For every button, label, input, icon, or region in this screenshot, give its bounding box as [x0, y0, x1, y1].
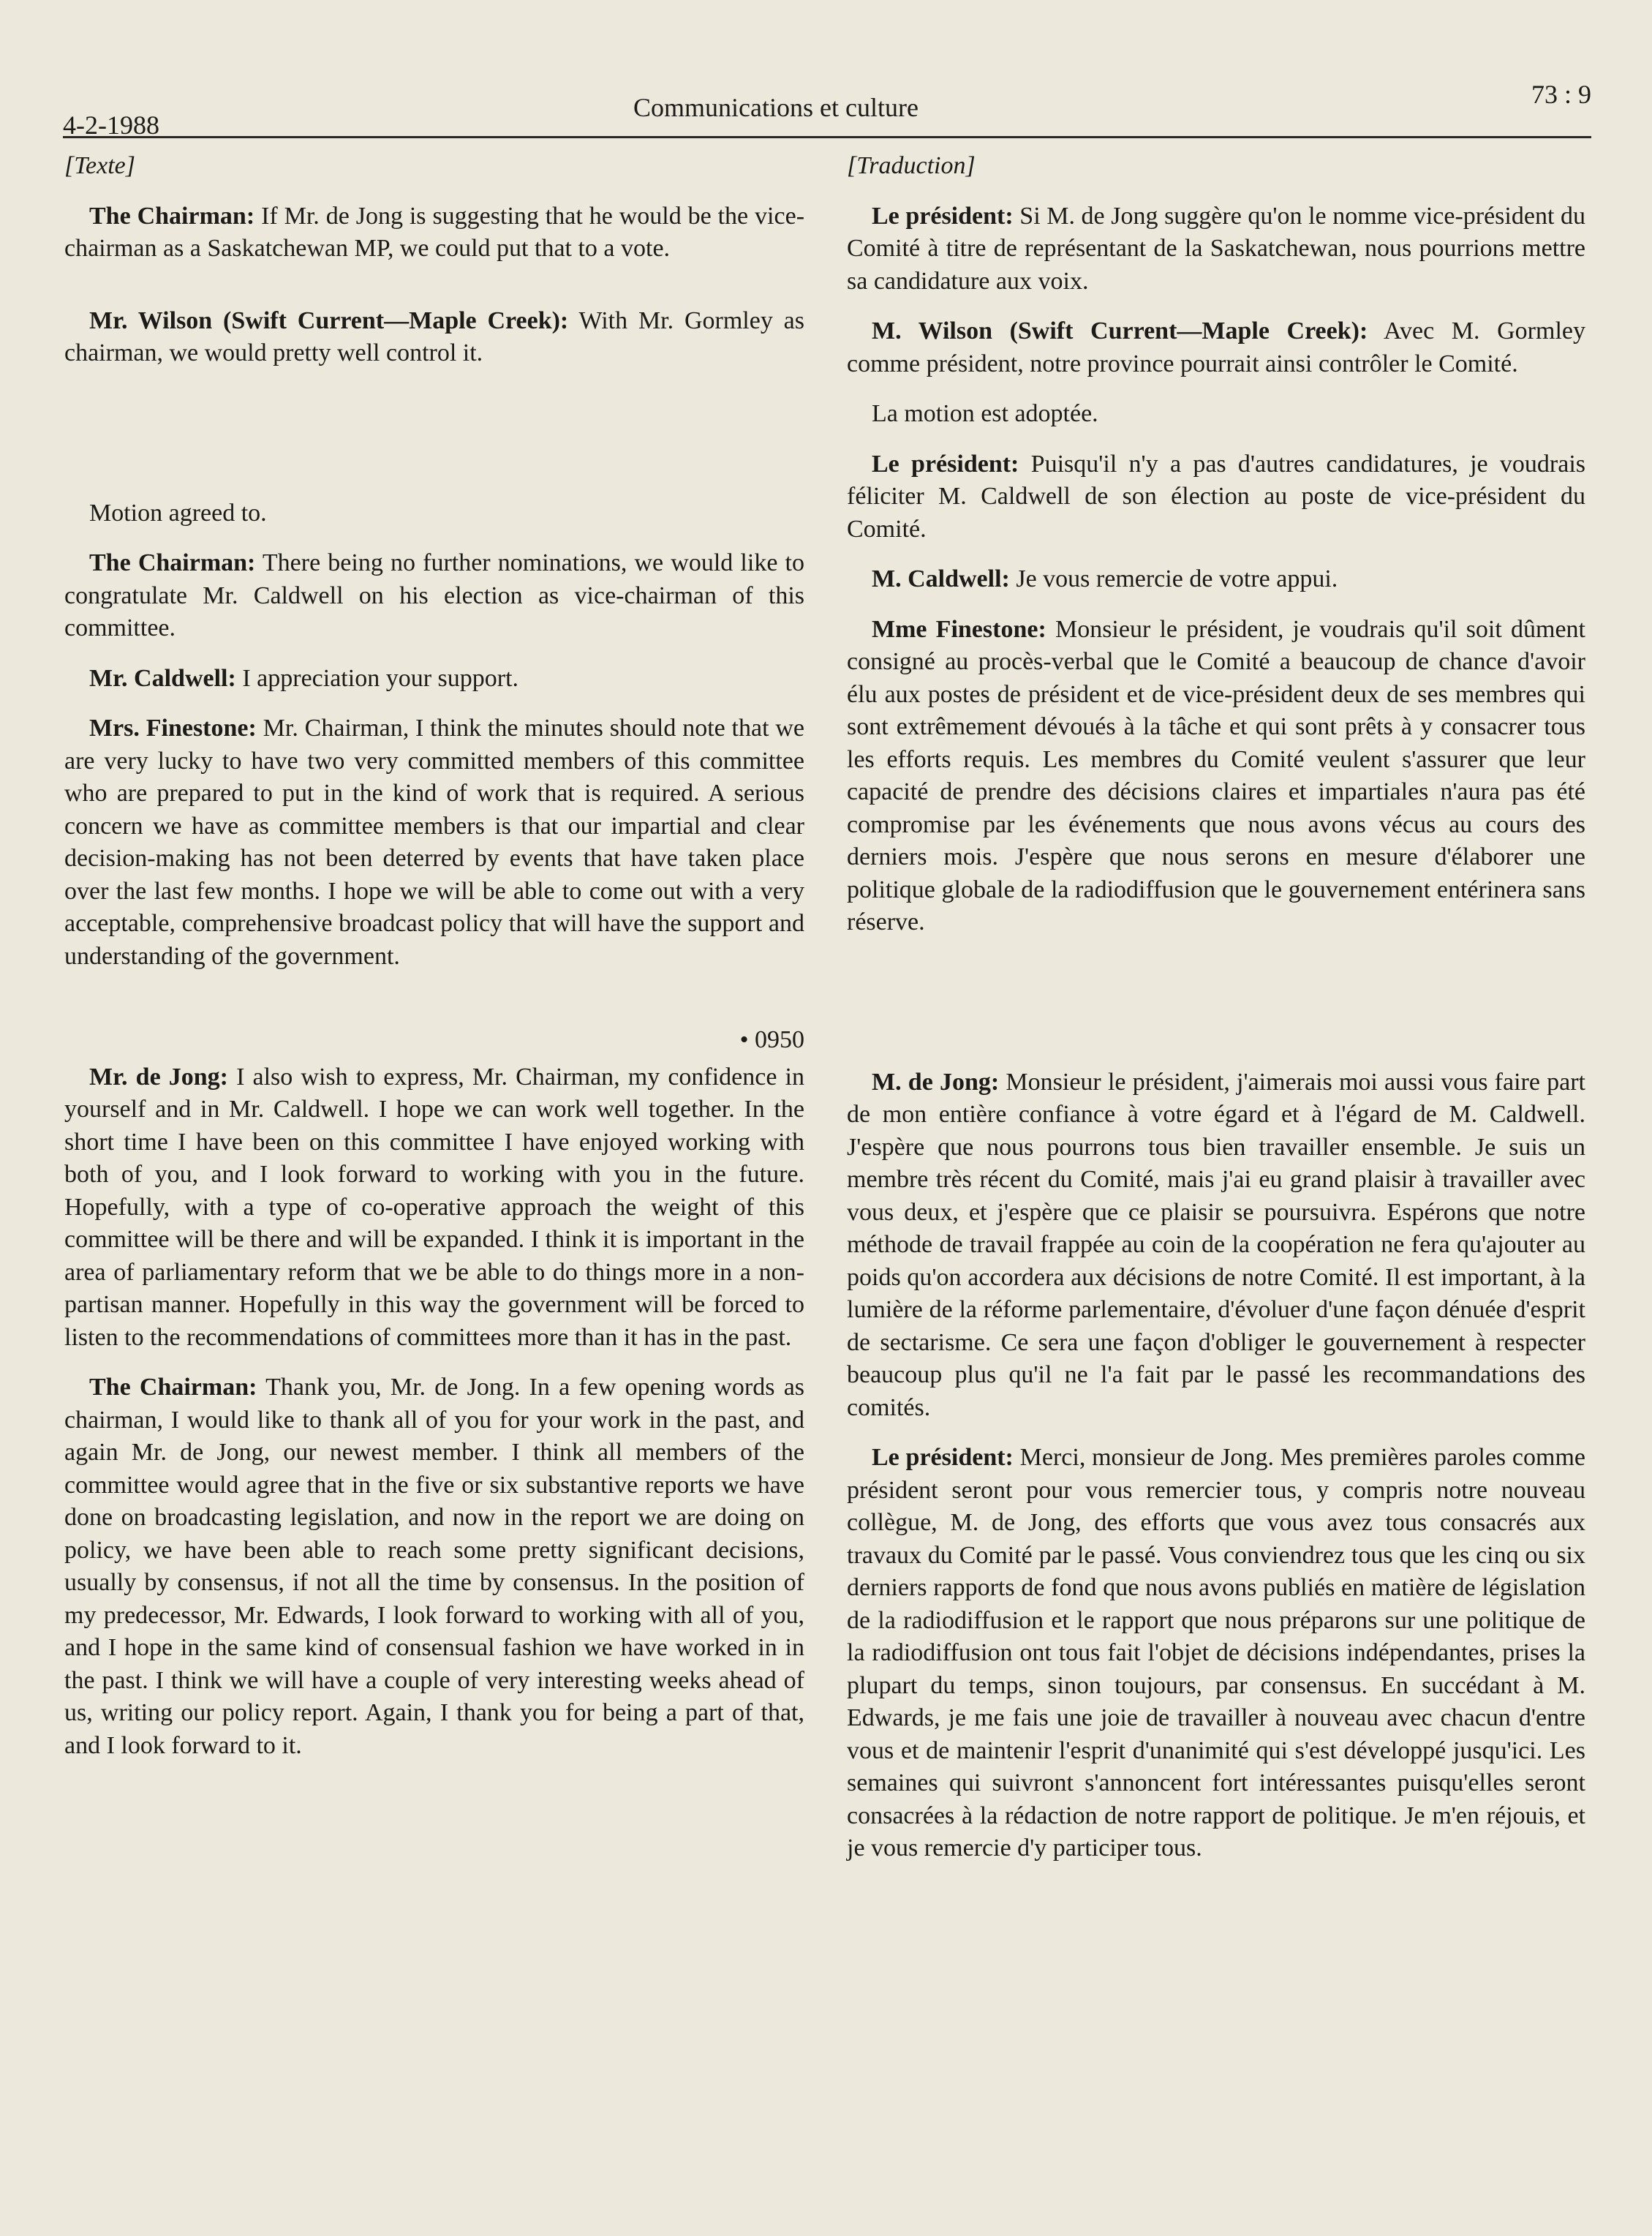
paragraph [847, 1442, 1585, 1865]
speaker-name: Mr. Caldwell: [89, 664, 236, 692]
french-column [847, 150, 1585, 1883]
speaker-name: Le président: [872, 450, 1019, 478]
speech-text: Mr. Chairman, I think the minutes should note that we are very lucky to have two very committed members of this committee who are prepared to put in the kind of work that is required. A serious concern we have as committee members is that our impartial and clear decision-making has not been deterred by events that have taken place over the last few months. I hope we will be able to come out with a very acceptable, comprehensive broadcast policy that will have the support and understanding of the government. [64, 715, 804, 970]
paragraph [64, 663, 804, 696]
paragraph [64, 1061, 804, 1355]
speech-text: There being no further nominations, we would like to congratulate Mr. Caldwell on his election as vice-chairman of this committee. [64, 549, 804, 641]
speech-text: If Mr. de Jong is suggesting that he would be the vice-chairman as a Saskatchewan MP, we could put that to a vote. [64, 202, 805, 262]
speaker-name: Le président: [872, 1444, 1014, 1471]
speaker-name: M. Caldwell: [872, 565, 1010, 592]
speech-text: Merci, monsieur de Jong. Mes premières paroles comme président seront pour vous remercier tous, y compris notre nouveau collègue, M. de Jong, des efforts que vous avez tous consacrés aux travaux du Comité par le passé. Vous conviendrez tous que les cinq ou six derniers rapports de fond que nous avons publiés en matière de législation de la radiodiffusion et le rapport que nous préparons sur une politique de la radiodiffusion ont tous fait l'objet de décisions indépendantes, prises la plupart du temps, sinon toujours, par consensus. En succédant à M. Edwards, je me fais une joie de travailler à nouveau avec chacun d'entre vous et de maintenir l'esprit d'unanimité qui s'est développé jusqu'ici. Les semaines qui suivront s'annoncent fort intéressantes puisqu'elles seront consacrées à la rédaction de notre rapport de politique. Je m'en réjouis, et je vous remercie d'y participer tous. [847, 1444, 1585, 1862]
speech-text: Monsieur le président, je voudrais qu'il soit dûment consigné au procès-verbal que le Comité a beaucoup de chance d'avoir élu aux postes de président et de vice-président deux de ses membres qui sont extrêmement dévoués à la tâche et qui sont prêts à y consacrer tous les efforts requis. Les membres du Comité veulent s'assurer que leur capacité de prendre des décisions claires et impartiales n'aura pas été compromise par les événements que nous avons vécus au cours des derniers mois. J'espère que nous serons en mesure d'élaborer une politique globale de la radiodiffusion que le gouvernement entérinera sans réserve. [847, 615, 1585, 936]
speaker-name: M. Wilson (Swift Current—Maple Creek): [872, 317, 1368, 345]
paragraph [847, 563, 1585, 596]
english-column [64, 150, 804, 1780]
paragraph [847, 1066, 1585, 1425]
paragraph [64, 200, 804, 266]
speech-text: Thank you, Mr. de Jong. In a few opening words as chairman, I would like to thank all of you for your work in the past, and again Mr. de Jong, our newest member. I think all members of the committee would agree that in the five or six substantive reports we have done on broadcasting legislation, and now in the report we are doing on policy, we have been able to reach some pretty significant decisions, usually by consensus, if not all the time by consensus. In the position of my predecessor, Mr. Edwards, I look forward to working with all of you, and I hope in the same kind of consensual fashion we have worked in in the past. I think we will have a couple of very interesting weeks ahead of us, writing our policy report. Again, I thank you for being a part of that, and I look forward to it. [64, 1374, 805, 1759]
paragraph [847, 200, 1585, 298]
speech-text: Monsieur le président, j'aimerais moi aussi vous faire part de mon entière confiance à votre égard et à l'égard de M. Caldwell. J'espère que nous pourrons tous bien travailler ensemble. Je suis un membre très récent du Comité, mais j'ai eu grand plaisir à travailler avec vous deux, et j'espère que ce plaisir se poursuivra. Espérons que notre méthode de travail frappée au coin de la coopération ne fera qu'ajouter au poids qu'on accordera aux décisions de notre Comité. Il est important, à la lumière de la réforme parlementaire, d'évoluer d'une façon dénuée d'esprit de sectarisme. Ce sera une façon d'obliger le gouvernement à respecter beaucoup plus qu'il ne l'a fait par le passé les recommandations des comités. [847, 1068, 1586, 1421]
speaker-name: Mr. de Jong: [89, 1063, 228, 1091]
motion-result: La motion est adoptée. [872, 400, 1098, 427]
timecode: • 0950 [739, 1026, 804, 1053]
speaker-name: Le président: [872, 202, 1014, 230]
speech-text: With Mr. Gormley as chairman, we would pretty well control it. [64, 306, 804, 366]
speech-text: I appreciation your support. [235, 664, 519, 692]
speech-text: Avec M. Gormley comme président, notre province pourrait ainsi contrôler le Comité. [847, 317, 1585, 377]
speech-text: Puisqu'il n'y a pas d'autres candidatures, je voudrais féliciter M. Caldwell de son élection au poste de vice-président du Comité. [847, 450, 1586, 543]
speaker-name: M. de Jong: [872, 1068, 1000, 1096]
header-title: Communications et culture [633, 93, 919, 122]
page-header [63, 79, 1591, 138]
paragraph [64, 305, 804, 370]
paragraph [847, 315, 1585, 380]
speech-text: Je vous remercie de votre appui. [1009, 565, 1338, 592]
speech-text: I also wish to express, Mr. Chairman, my confidence in yourself and in Mr. Caldwell. I hope we can work well together. In the short time I have been on this committee I have enjoyed working with both of you, and I look forward to working with you in the future. Hopefully, with a type of co-operative approach the weight of this committee will be there and will be expanded. I think it is important in the area of parliamentary reform that we be able to do things more in a non-partisan manner. Hopefully in this way the government will be forced to listen to the recommendations of committees more than it has in the past. [64, 1063, 805, 1351]
speaker-name: Mrs. Finestone: [89, 715, 257, 742]
speaker-name: The Chairman: [89, 549, 256, 576]
speech-text: Si M. de Jong suggère qu'on le nomme vice-président du Comité à titre de représentant de la Saskatchewan, nous pourrions mettre sa candidature aux voix. [847, 202, 1585, 295]
paragraph [64, 1371, 804, 1762]
motion-result: Motion agreed to. [89, 499, 267, 527]
paragraph [847, 614, 1585, 939]
header-page-number: 73 : 9 [1531, 80, 1591, 109]
paragraph [64, 547, 804, 645]
speaker-name: Mr. Wilson (Swift Current—Maple Creek): [89, 306, 569, 334]
paragraph [847, 448, 1585, 546]
paragraph [64, 712, 804, 973]
header-rule [63, 136, 1591, 138]
speaker-name: The Chairman: [89, 202, 255, 230]
language-tag: [Traduction] [847, 152, 976, 179]
speaker-name: Mme Finestone: [872, 615, 1046, 643]
speaker-name: The Chairman: [89, 1374, 257, 1401]
language-tag: [Texte] [64, 152, 135, 179]
header-date: 4-2-1988 [63, 110, 159, 140]
